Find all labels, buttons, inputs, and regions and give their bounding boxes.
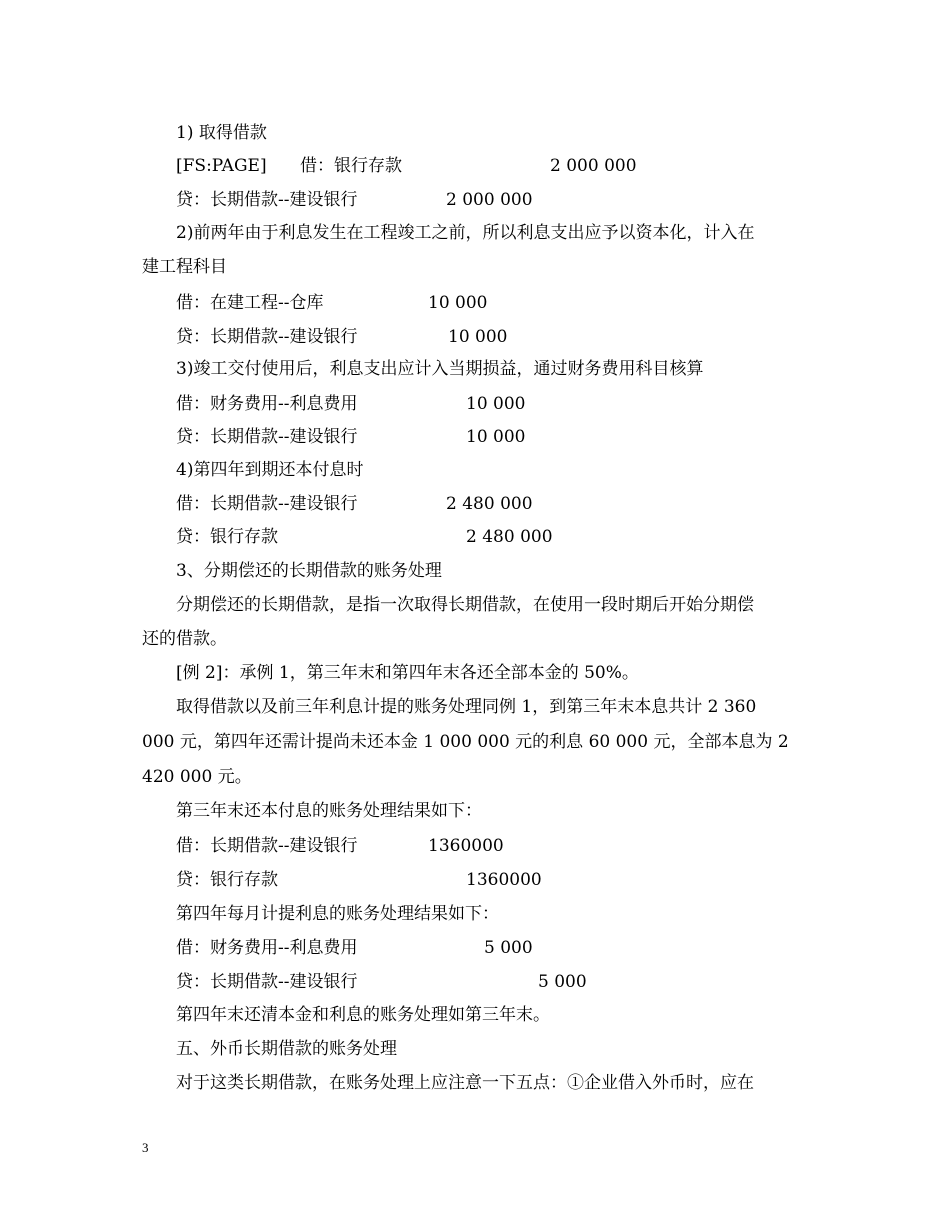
text-line: 第四年每月计提利息的账务处理结果如下： <box>176 904 499 924</box>
entry-amount: 2 000 000 <box>550 156 637 176</box>
page-number: 3 <box>142 1140 149 1155</box>
entry-account: 贷：长期借款--建设银行 <box>176 327 358 347</box>
entry-amount: 1360000 <box>428 836 504 856</box>
entry-amount: 2 000 000 <box>446 190 533 210</box>
text-line: 3)竣工交付使用后，利息支出应计入当期损益，通过财务费用科目核算 <box>176 359 704 379</box>
entry-amount: 2 480 000 <box>466 527 553 547</box>
text-line: [例 2]：承例 1，第三年末和第四年末各还全部本金的 50%。 <box>176 663 639 683</box>
entry-account: 贷：银行存款 <box>176 527 278 547</box>
entry-amount: 10 000 <box>466 394 526 414</box>
entry-account: 贷：长期借款--建设银行 <box>176 190 358 210</box>
text-line: 420 000 元。 <box>142 767 252 787</box>
entry-account: 贷：长期借款--建设银行 <box>176 427 358 447</box>
entry-amount: 10 000 <box>448 327 508 347</box>
entry-amount: 10 000 <box>428 293 488 313</box>
text-line: 还的借款。 <box>142 629 227 649</box>
entry-account: 借：财务费用--利息费用 <box>176 394 358 414</box>
entry-account: 借：银行存款 <box>300 156 402 176</box>
text-line: 取得借款以及前三年利息计提的账务处理同例 1，到第三年末本息共计 2 360 <box>176 697 757 717</box>
text-line: 第四年末还清本金和利息的账务处理如第三年末。 <box>176 1005 550 1025</box>
text-line: 第三年末还本付息的账务处理结果如下： <box>176 801 482 821</box>
entry-account: 借：长期借款--建设银行 <box>176 836 358 856</box>
text-line: 4)第四年到期还本付息时 <box>176 460 364 480</box>
page-marker: [FS:PAGE] <box>176 156 267 176</box>
entry-amount: 5 000 <box>538 972 587 992</box>
entry-account: 借：在建工程--仓库 <box>176 293 324 313</box>
entry-account: 贷：长期借款--建设银行 <box>176 972 358 992</box>
entry-amount: 5 000 <box>484 938 533 958</box>
entry-amount: 10 000 <box>466 427 526 447</box>
entry-account: 借：长期借款--建设银行 <box>176 494 358 514</box>
entry-account: 借：财务费用--利息费用 <box>176 938 358 958</box>
text-line: 分期偿还的长期借款，是指一次取得长期借款，在使用一段时期后开始分期偿 <box>176 595 754 615</box>
text-line: 对于这类长期借款，在账务处理上应注意一下五点：①企业借入外币时，应在 <box>176 1073 754 1093</box>
text-line: 000 元，第四年还需计提尚未还本金 1 000 000 元的利息 60 000 元，全部本息为 2 <box>142 732 789 752</box>
text-line: 1) 取得借款 <box>176 123 267 143</box>
entry-account: 贷：银行存款 <box>176 870 278 890</box>
text-line: 建工程科目 <box>142 257 227 277</box>
section-heading: 3、分期偿还的长期借款的账务处理 <box>176 561 442 581</box>
entry-amount: 1360000 <box>466 870 542 890</box>
text-line: 2)前两年由于利息发生在工程竣工之前，所以利息支出应予以资本化，计入在 <box>176 223 755 243</box>
entry-amount: 2 480 000 <box>446 494 533 514</box>
section-heading: 五、外币长期借款的账务处理 <box>176 1039 397 1059</box>
